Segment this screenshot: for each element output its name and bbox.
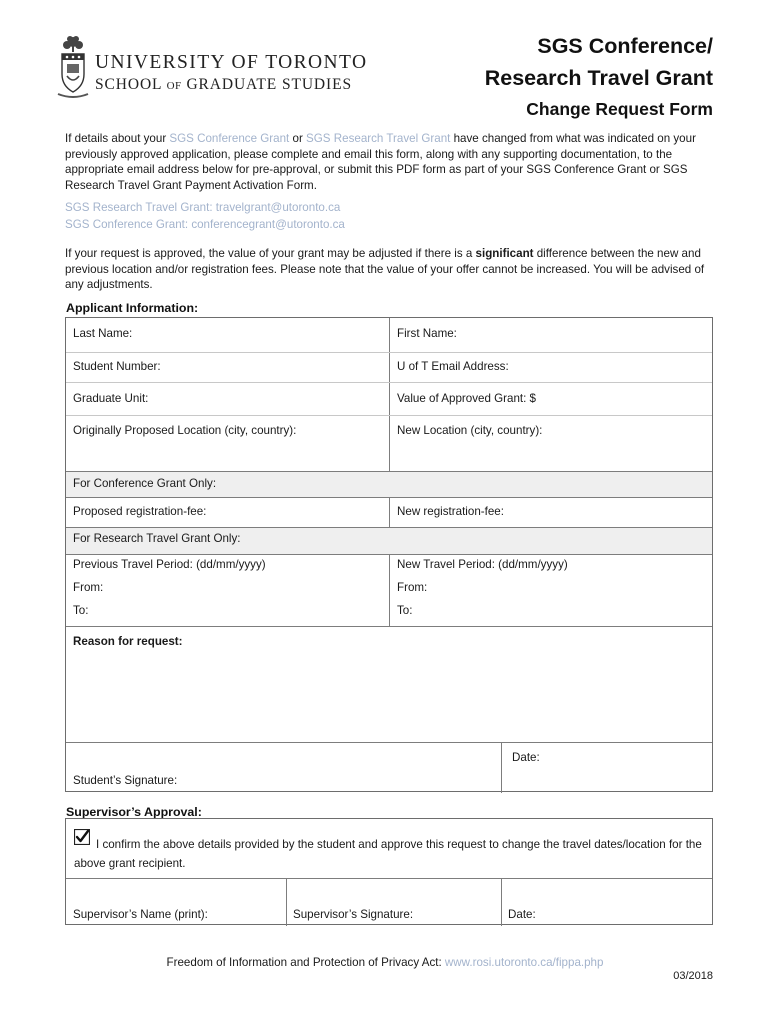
form-title-line2: Research Travel Grant bbox=[484, 66, 713, 90]
approval-confirmation-text: I confirm the above details provided by the student and approve this request to change the travel dates/location for the above grant recipient. bbox=[74, 838, 702, 870]
form-version-date: 03/2018 bbox=[673, 970, 713, 982]
new-location-field[interactable]: New Location (city, country): bbox=[397, 424, 543, 437]
student-signature-field[interactable]: Student’s Signature: bbox=[73, 774, 178, 787]
privacy-notice: Freedom of Information and Protection of Privacy Act: www.rosi.utoronto.ca/fippa.php bbox=[166, 956, 604, 969]
supervisor-signature-field[interactable]: Supervisor’s Signature: bbox=[293, 908, 414, 921]
email-field[interactable]: U of T Email Address: bbox=[397, 360, 509, 373]
fippa-link[interactable]: www.rosi.utoronto.ca/fippa.php bbox=[444, 956, 604, 969]
supervisor-approval-heading: Supervisor’s Approval: bbox=[66, 805, 202, 819]
supervisor-name-field[interactable]: Supervisor’s Name (print): bbox=[73, 908, 208, 921]
adjustment-notice: If your request is approved, the value of your grant may be adjusted if there is a significant difference between the new and previous location and/or registration fees. Please note that the value of your offer cannot be increased. You will be advised of any adjustments. bbox=[65, 247, 705, 291]
conference-grant-link[interactable]: SGS Conference Grant bbox=[169, 132, 290, 145]
research-only-label: For Research Travel Grant Only: bbox=[73, 532, 241, 545]
research-travel-grant-link[interactable]: SGS Research Travel Grant bbox=[306, 132, 451, 145]
applicant-info-table bbox=[65, 317, 713, 792]
conference-grant-contact[interactable]: SGS Conference Grant: conferencegrant@utoronto.ca bbox=[65, 218, 345, 231]
first-name-field[interactable]: First Name: bbox=[397, 327, 457, 340]
university-crest-logo bbox=[56, 34, 90, 106]
student-date-field[interactable]: Date: bbox=[512, 751, 540, 764]
form-subtitle: Change Request Form bbox=[526, 99, 713, 119]
supervisor-approval-table bbox=[65, 818, 713, 925]
logo-university-name: UNIVERSITY OF TORONTO bbox=[95, 52, 368, 73]
graduate-unit-field[interactable]: Graduate Unit: bbox=[73, 392, 149, 405]
approved-grant-value-field[interactable]: Value of Approved Grant: $ bbox=[397, 392, 536, 405]
original-location-field[interactable]: Originally Proposed Location (city, country): bbox=[73, 424, 297, 437]
previous-from-field[interactable]: From: bbox=[73, 581, 104, 594]
new-to-field[interactable]: To: bbox=[397, 604, 413, 617]
form-title-line1: SGS Conference/ bbox=[537, 34, 713, 58]
previous-to-field[interactable]: To: bbox=[73, 604, 89, 617]
conference-only-label: For Conference Grant Only: bbox=[73, 477, 217, 490]
proposed-fee-field[interactable]: Proposed registration-fee: bbox=[73, 505, 207, 518]
supervisor-date-field[interactable]: Date: bbox=[508, 908, 536, 921]
previous-travel-period-label: Previous Travel Period: (dd/mm/yyyy) bbox=[73, 558, 266, 571]
new-travel-period-label: New Travel Period: (dd/mm/yyyy) bbox=[397, 558, 568, 571]
student-number-field[interactable]: Student Number: bbox=[73, 360, 161, 373]
reason-for-request-field[interactable]: Reason for request: bbox=[73, 635, 183, 648]
new-fee-field[interactable]: New registration-fee: bbox=[397, 505, 504, 518]
new-from-field[interactable]: From: bbox=[397, 581, 428, 594]
last-name-field[interactable]: Last Name: bbox=[73, 327, 133, 340]
applicant-info-heading: Applicant Information: bbox=[66, 301, 199, 315]
logo-school-name: SCHOOL OF GRADUATE STUDIES bbox=[95, 76, 352, 93]
research-grant-contact[interactable]: SGS Research Travel Grant: travelgrant@utoronto.ca bbox=[65, 201, 341, 214]
intro-paragraph: If details about your SGS Conference Grant or SGS Research Travel Grant have changed from what was indicated on your previously approved application, please complete and email this form, along with any supporting documentation, to the appropriate email address below for pre-approval, or submit this PDF form as part of your SGS Conference Grant or SGS Research Travel Grant Payment Activation Form. bbox=[65, 132, 696, 192]
